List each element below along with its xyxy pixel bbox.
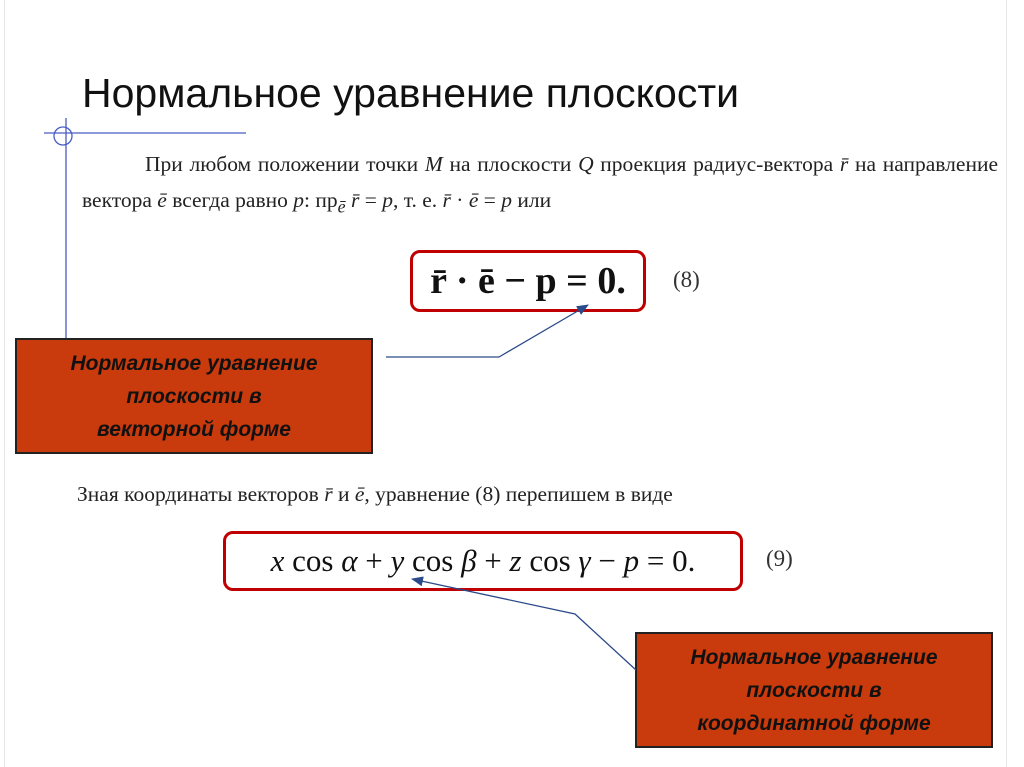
callout-coordinate-line3: координатной форме — [697, 711, 931, 735]
arrow-to-equation-8 — [386, 305, 588, 357]
equation-8-number: (8) — [673, 267, 700, 292]
callout-vector-line3: векторной форме — [97, 417, 291, 441]
paragraph-coordinates: Зная координаты векторов r̄ и ē, уравнение (8) перепишем в виде — [77, 482, 673, 506]
equation-8: r̄ · ē − p = 0. — [430, 260, 626, 302]
paragraph-projection: При любом положении точки M на плоскости Q проекция радиус-вектора r̄ на направление вектора ē всегда равно p: $пр_ē$ r̄ = p, т. е. r̄ · ē = p или — [82, 152, 998, 217]
slide-title: Нормальное уравнение плоскости — [82, 70, 740, 116]
callout-coordinate-line2: плоскости в — [746, 678, 882, 702]
equation-9: x cos α + y cos β + z cos γ − p = 0. — [270, 543, 696, 578]
callout-vector-line1: Нормальное уравнение — [70, 351, 318, 375]
callout-vector-line2: плоскости в — [126, 384, 262, 408]
callout-coordinate-line1: Нормальное уравнение — [690, 645, 938, 669]
equation-9-number: (9) — [766, 546, 793, 571]
arrow-to-equation-9 — [412, 579, 636, 670]
